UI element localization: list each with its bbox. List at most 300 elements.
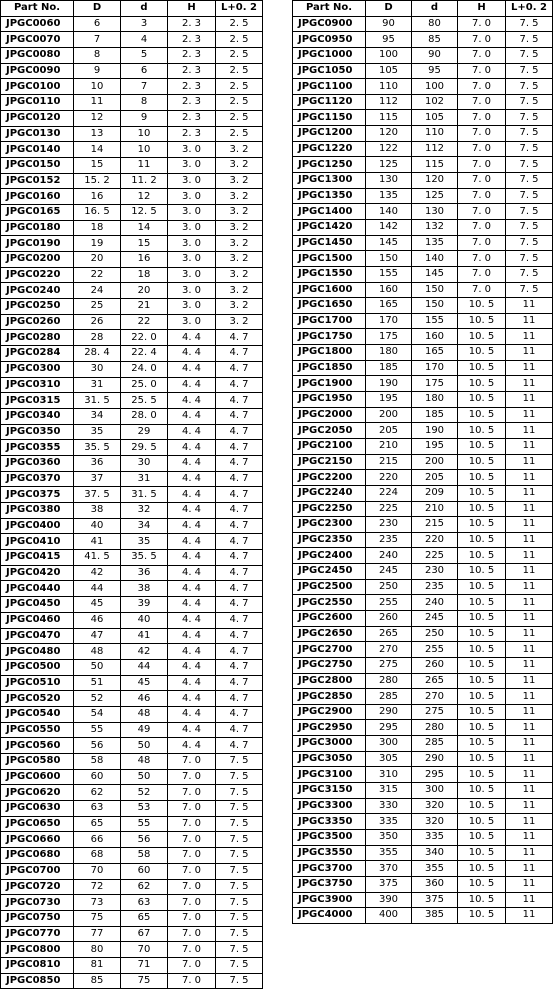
cell-groove-length: 7. 5 xyxy=(216,863,263,879)
cell-inner-diameter: 125 xyxy=(412,188,458,204)
cell-part-no: JPGC1400 xyxy=(293,204,366,220)
cell-inner-diameter: 14 xyxy=(121,220,168,236)
cell-height: 2. 3 xyxy=(168,48,216,64)
cell-part-no: JPGC1950 xyxy=(293,392,366,408)
cell-outer-diameter: 52 xyxy=(74,691,121,707)
table-row xyxy=(1,393,263,409)
table-row xyxy=(293,298,553,314)
table-row xyxy=(293,689,553,705)
cell-height: 10. 5 xyxy=(458,532,506,548)
cell-height: 7. 0 xyxy=(168,769,216,785)
cell-height: 4. 4 xyxy=(168,738,216,754)
cell-groove-length: 2. 5 xyxy=(216,95,263,111)
cell-groove-length: 11 xyxy=(506,673,553,689)
cell-outer-diameter: 155 xyxy=(366,266,412,282)
cell-height: 10. 5 xyxy=(458,329,506,345)
cell-height: 4. 4 xyxy=(168,393,216,409)
cell-height: 4. 4 xyxy=(168,628,216,644)
table-row xyxy=(293,485,553,501)
cell-part-no: JPGC0470 xyxy=(1,628,74,644)
table-row xyxy=(293,360,553,376)
cell-inner-diameter: 185 xyxy=(412,407,458,423)
cell-groove-length: 11 xyxy=(506,736,553,752)
cell-inner-diameter: 5 xyxy=(121,48,168,64)
cell-outer-diameter: 310 xyxy=(366,767,412,783)
cell-groove-length: 11 xyxy=(506,642,553,658)
cell-height: 4. 4 xyxy=(168,597,216,613)
table-row xyxy=(1,659,263,675)
cell-outer-diameter: 315 xyxy=(366,783,412,799)
cell-height: 4. 4 xyxy=(168,518,216,534)
cell-inner-diameter: 70 xyxy=(121,942,168,958)
cell-part-no: JPGC3750 xyxy=(293,876,366,892)
cell-height: 7. 0 xyxy=(168,816,216,832)
cell-groove-length: 7. 5 xyxy=(506,266,553,282)
cell-outer-diameter: 250 xyxy=(366,579,412,595)
cell-height: 7. 0 xyxy=(458,63,506,79)
cell-height: 10. 5 xyxy=(458,751,506,767)
cell-inner-diameter: 48 xyxy=(121,706,168,722)
cell-part-no: JPGC2850 xyxy=(293,689,366,705)
cell-height: 3. 0 xyxy=(168,236,216,252)
cell-height: 7. 0 xyxy=(458,32,506,48)
cell-part-no: JPGC3000 xyxy=(293,736,366,752)
cell-part-no: JPGC1800 xyxy=(293,345,366,361)
cell-outer-diameter: 265 xyxy=(366,626,412,642)
cell-part-no: JPGC1420 xyxy=(293,219,366,235)
table-row xyxy=(1,597,263,613)
cell-inner-diameter: 295 xyxy=(412,767,458,783)
cell-outer-diameter: 10 xyxy=(74,79,121,95)
spec-table-left xyxy=(0,0,263,989)
cell-groove-length: 7. 5 xyxy=(216,816,263,832)
table-row xyxy=(293,188,553,204)
cell-part-no: JPGC3050 xyxy=(293,751,366,767)
table-row xyxy=(293,673,553,689)
cell-outer-diameter: 20 xyxy=(74,252,121,268)
cell-inner-diameter: 145 xyxy=(412,266,458,282)
cell-height: 4. 4 xyxy=(168,706,216,722)
cell-height: 7. 0 xyxy=(458,251,506,267)
cell-groove-length: 11 xyxy=(506,392,553,408)
cell-groove-length: 7. 5 xyxy=(216,832,263,848)
cell-inner-diameter: 24. 0 xyxy=(121,361,168,377)
cell-inner-diameter: 50 xyxy=(121,769,168,785)
cell-outer-diameter: 24 xyxy=(74,283,121,299)
cell-outer-diameter: 38 xyxy=(74,503,121,519)
cell-part-no: JPGC2550 xyxy=(293,595,366,611)
cell-groove-length: 11 xyxy=(506,610,553,626)
cell-part-no: JPGC0650 xyxy=(1,816,74,832)
cell-inner-diameter: 270 xyxy=(412,689,458,705)
cell-part-no: JPGC0480 xyxy=(1,644,74,660)
cell-groove-length: 7. 5 xyxy=(216,926,263,942)
table-row xyxy=(1,675,263,691)
table-row xyxy=(293,126,553,142)
cell-groove-length: 11 xyxy=(506,626,553,642)
cell-outer-diameter: 68 xyxy=(74,848,121,864)
table-row xyxy=(293,423,553,439)
cell-part-no: JPGC2700 xyxy=(293,642,366,658)
table-row xyxy=(1,110,263,126)
table-row xyxy=(293,204,553,220)
table-row xyxy=(293,470,553,486)
cell-outer-diameter: 350 xyxy=(366,829,412,845)
cell-height: 7. 0 xyxy=(168,942,216,958)
cell-outer-diameter: 205 xyxy=(366,423,412,439)
cell-height: 4. 4 xyxy=(168,471,216,487)
cell-part-no: JPGC0600 xyxy=(1,769,74,785)
cell-outer-diameter: 66 xyxy=(74,832,121,848)
header-part-no: Part No. xyxy=(1,1,74,17)
cell-groove-length: 4. 7 xyxy=(216,722,263,738)
cell-groove-length: 7. 5 xyxy=(216,973,263,989)
cell-outer-diameter: 260 xyxy=(366,610,412,626)
table-row xyxy=(293,47,553,63)
cell-outer-diameter: 41. 5 xyxy=(74,550,121,566)
cell-height: 10. 5 xyxy=(458,720,506,736)
table-row xyxy=(293,16,553,32)
cell-height: 10. 5 xyxy=(458,861,506,877)
cell-part-no: JPGC1120 xyxy=(293,94,366,110)
cell-height: 7. 0 xyxy=(168,973,216,989)
cell-outer-diameter: 400 xyxy=(366,908,412,924)
cell-outer-diameter: 130 xyxy=(366,173,412,189)
cell-inner-diameter: 28. 0 xyxy=(121,408,168,424)
cell-inner-diameter: 130 xyxy=(412,204,458,220)
table-row xyxy=(1,220,263,236)
table-row xyxy=(293,517,553,533)
table-row xyxy=(1,377,263,393)
cell-height: 4. 4 xyxy=(168,565,216,581)
cell-height: 10. 5 xyxy=(458,736,506,752)
header-outer-diameter: D xyxy=(74,1,121,17)
cell-inner-diameter: 200 xyxy=(412,454,458,470)
cell-outer-diameter: 51 xyxy=(74,675,121,691)
cell-inner-diameter: 90 xyxy=(412,47,458,63)
cell-height: 4. 4 xyxy=(168,612,216,628)
cell-inner-diameter: 275 xyxy=(412,704,458,720)
cell-inner-diameter: 150 xyxy=(412,282,458,298)
cell-outer-diameter: 305 xyxy=(366,751,412,767)
cell-groove-length: 11 xyxy=(506,783,553,799)
cell-inner-diameter: 25. 0 xyxy=(121,377,168,393)
cell-groove-length: 3. 2 xyxy=(216,283,263,299)
cell-outer-diameter: 37 xyxy=(74,471,121,487)
cell-groove-length: 11 xyxy=(506,861,553,877)
cell-part-no: JPGC2200 xyxy=(293,470,366,486)
cell-groove-length: 7. 5 xyxy=(216,895,263,911)
cell-height: 7. 0 xyxy=(168,926,216,942)
cell-height: 10. 5 xyxy=(458,407,506,423)
cell-height: 3. 0 xyxy=(168,189,216,205)
cell-inner-diameter: 3 xyxy=(121,16,168,32)
cell-groove-length: 3. 2 xyxy=(216,252,263,268)
cell-outer-diameter: 285 xyxy=(366,689,412,705)
table-row xyxy=(293,251,553,267)
cell-inner-diameter: 9 xyxy=(121,110,168,126)
cell-height: 3. 0 xyxy=(168,252,216,268)
cell-outer-diameter: 230 xyxy=(366,517,412,533)
cell-height: 10. 5 xyxy=(458,376,506,392)
table-row xyxy=(1,628,263,644)
cell-inner-diameter: 67 xyxy=(121,926,168,942)
cell-inner-diameter: 95 xyxy=(412,63,458,79)
cell-groove-length: 2. 5 xyxy=(216,110,263,126)
cell-inner-diameter: 11. 2 xyxy=(121,173,168,189)
table-row xyxy=(1,832,263,848)
header-groove-length: L+0. 2 xyxy=(216,1,263,17)
cell-inner-diameter: 290 xyxy=(412,751,458,767)
cell-groove-length: 4. 7 xyxy=(216,534,263,550)
cell-inner-diameter: 155 xyxy=(412,313,458,329)
table-row xyxy=(293,266,553,282)
cell-outer-diameter: 195 xyxy=(366,392,412,408)
cell-outer-diameter: 115 xyxy=(366,110,412,126)
cell-groove-length: 11 xyxy=(506,454,553,470)
cell-inner-diameter: 48 xyxy=(121,754,168,770)
cell-height: 10. 5 xyxy=(458,829,506,845)
cell-groove-length: 4. 7 xyxy=(216,408,263,424)
cell-inner-diameter: 10 xyxy=(121,126,168,142)
cell-inner-diameter: 225 xyxy=(412,548,458,564)
cell-groove-length: 4. 7 xyxy=(216,597,263,613)
cell-height: 4. 4 xyxy=(168,581,216,597)
cell-groove-length: 4. 7 xyxy=(216,393,263,409)
cell-groove-length: 11 xyxy=(506,313,553,329)
cell-outer-diameter: 370 xyxy=(366,861,412,877)
cell-inner-diameter: 80 xyxy=(412,16,458,32)
cell-inner-diameter: 112 xyxy=(412,141,458,157)
cell-part-no: JPGC0240 xyxy=(1,283,74,299)
cell-inner-diameter: 31. 5 xyxy=(121,487,168,503)
cell-outer-diameter: 390 xyxy=(366,892,412,908)
cell-groove-length: 4. 7 xyxy=(216,659,263,675)
cell-inner-diameter: 75 xyxy=(121,973,168,989)
cell-outer-diameter: 54 xyxy=(74,706,121,722)
cell-height: 4. 4 xyxy=(168,424,216,440)
header-part-no: Part No. xyxy=(293,1,366,17)
table-row xyxy=(1,691,263,707)
table-body-right xyxy=(293,16,553,923)
cell-groove-length: 4. 7 xyxy=(216,487,263,503)
cell-height: 3. 0 xyxy=(168,299,216,315)
cell-part-no: JPGC0360 xyxy=(1,455,74,471)
cell-part-no: JPGC2000 xyxy=(293,407,366,423)
cell-outer-diameter: 35. 5 xyxy=(74,440,121,456)
table-row xyxy=(1,173,263,189)
cell-part-no: JPGC0070 xyxy=(1,32,74,48)
table-row xyxy=(293,720,553,736)
cell-height: 3. 0 xyxy=(168,267,216,283)
cell-groove-length: 11 xyxy=(506,532,553,548)
cell-inner-diameter: 11 xyxy=(121,157,168,173)
table-row xyxy=(1,957,263,973)
cell-inner-diameter: 52 xyxy=(121,785,168,801)
cell-part-no: JPGC0110 xyxy=(1,95,74,111)
cell-inner-diameter: 25. 5 xyxy=(121,393,168,409)
cell-part-no: JPGC0500 xyxy=(1,659,74,675)
cell-inner-diameter: 280 xyxy=(412,720,458,736)
cell-groove-length: 11 xyxy=(506,876,553,892)
table-row xyxy=(293,532,553,548)
cell-outer-diameter: 175 xyxy=(366,329,412,345)
cell-inner-diameter: 32 xyxy=(121,503,168,519)
cell-inner-diameter: 335 xyxy=(412,829,458,845)
cell-groove-length: 4. 7 xyxy=(216,565,263,581)
table-row xyxy=(293,876,553,892)
cell-part-no: JPGC0200 xyxy=(1,252,74,268)
cell-outer-diameter: 48 xyxy=(74,644,121,660)
cell-inner-diameter: 65 xyxy=(121,910,168,926)
cell-height: 4. 4 xyxy=(168,691,216,707)
cell-groove-length: 11 xyxy=(506,908,553,924)
cell-outer-diameter: 142 xyxy=(366,219,412,235)
cell-part-no: JPGC0520 xyxy=(1,691,74,707)
cell-outer-diameter: 13 xyxy=(74,126,121,142)
table-row xyxy=(1,942,263,958)
cell-inner-diameter: 63 xyxy=(121,895,168,911)
cell-height: 7. 0 xyxy=(458,188,506,204)
cell-part-no: JPGC0165 xyxy=(1,204,74,220)
cell-height: 7. 0 xyxy=(458,235,506,251)
cell-inner-diameter: 8 xyxy=(121,95,168,111)
cell-height: 10. 5 xyxy=(458,845,506,861)
cell-outer-diameter: 335 xyxy=(366,814,412,830)
table-row xyxy=(293,376,553,392)
cell-outer-diameter: 105 xyxy=(366,63,412,79)
cell-part-no: JPGC1300 xyxy=(293,173,366,189)
cell-groove-length: 3. 2 xyxy=(216,157,263,173)
cell-groove-length: 2. 5 xyxy=(216,79,263,95)
cell-outer-diameter: 63 xyxy=(74,801,121,817)
cell-outer-diameter: 330 xyxy=(366,798,412,814)
cell-part-no: JPGC1200 xyxy=(293,126,366,142)
cell-outer-diameter: 28. 4 xyxy=(74,346,121,362)
cell-part-no: JPGC0440 xyxy=(1,581,74,597)
cell-outer-diameter: 45 xyxy=(74,597,121,613)
cell-height: 7. 0 xyxy=(168,832,216,848)
cell-groove-length: 7. 5 xyxy=(506,32,553,48)
cell-groove-length: 4. 7 xyxy=(216,628,263,644)
cell-part-no: JPGC0540 xyxy=(1,706,74,722)
cell-groove-length: 4. 7 xyxy=(216,346,263,362)
table-row xyxy=(293,313,553,329)
cell-outer-diameter: 30 xyxy=(74,361,121,377)
cell-groove-length: 4. 7 xyxy=(216,503,263,519)
cell-part-no: JPGC2600 xyxy=(293,610,366,626)
table-row xyxy=(1,252,263,268)
cell-part-no: JPGC0300 xyxy=(1,361,74,377)
cell-outer-diameter: 80 xyxy=(74,942,121,958)
cell-inner-diameter: 46 xyxy=(121,691,168,707)
cell-height: 10. 5 xyxy=(458,767,506,783)
table-header-row xyxy=(1,1,263,17)
cell-inner-diameter: 300 xyxy=(412,783,458,799)
cell-outer-diameter: 255 xyxy=(366,595,412,611)
cell-height: 7. 0 xyxy=(458,173,506,189)
table-row xyxy=(293,892,553,908)
cell-inner-diameter: 60 xyxy=(121,863,168,879)
cell-height: 7. 0 xyxy=(458,79,506,95)
cell-inner-diameter: 110 xyxy=(412,126,458,142)
cell-inner-diameter: 265 xyxy=(412,673,458,689)
cell-outer-diameter: 290 xyxy=(366,704,412,720)
cell-height: 10. 5 xyxy=(458,689,506,705)
cell-height: 10. 5 xyxy=(458,610,506,626)
cell-height: 7. 0 xyxy=(458,282,506,298)
cell-groove-length: 4. 7 xyxy=(216,471,263,487)
cell-part-no: JPGC0450 xyxy=(1,597,74,613)
cell-part-no: JPGC3550 xyxy=(293,845,366,861)
cell-outer-diameter: 295 xyxy=(366,720,412,736)
cell-part-no: JPGC0950 xyxy=(293,32,366,48)
cell-inner-diameter: 18 xyxy=(121,267,168,283)
cell-height: 2. 3 xyxy=(168,126,216,142)
cell-groove-length: 7. 5 xyxy=(506,16,553,32)
cell-part-no: JPGC2650 xyxy=(293,626,366,642)
cell-groove-length: 4. 7 xyxy=(216,550,263,566)
cell-height: 10. 5 xyxy=(458,548,506,564)
cell-outer-diameter: 270 xyxy=(366,642,412,658)
cell-inner-diameter: 230 xyxy=(412,564,458,580)
cell-groove-length: 7. 5 xyxy=(506,235,553,251)
cell-height: 7. 0 xyxy=(458,47,506,63)
table-row xyxy=(293,564,553,580)
cell-height: 10. 5 xyxy=(458,657,506,673)
cell-outer-diameter: 72 xyxy=(74,879,121,895)
cell-part-no: JPGC0700 xyxy=(1,863,74,879)
cell-outer-diameter: 26 xyxy=(74,314,121,330)
cell-groove-length: 11 xyxy=(506,423,553,439)
cell-outer-diameter: 225 xyxy=(366,501,412,517)
cell-part-no: JPGC1150 xyxy=(293,110,366,126)
table-row xyxy=(293,141,553,157)
table-row xyxy=(293,63,553,79)
cell-height: 3. 0 xyxy=(168,142,216,158)
cell-outer-diameter: 224 xyxy=(366,485,412,501)
cell-inner-diameter: 39 xyxy=(121,597,168,613)
cell-height: 10. 5 xyxy=(458,579,506,595)
cell-inner-diameter: 190 xyxy=(412,423,458,439)
table-row xyxy=(293,595,553,611)
table-row xyxy=(293,219,553,235)
cell-outer-diameter: 95 xyxy=(366,32,412,48)
cell-inner-diameter: 102 xyxy=(412,94,458,110)
cell-part-no: JPGC0550 xyxy=(1,722,74,738)
cell-outer-diameter: 34 xyxy=(74,408,121,424)
cell-height: 10. 5 xyxy=(458,501,506,517)
cell-groove-length: 3. 2 xyxy=(216,314,263,330)
cell-part-no: JPGC0350 xyxy=(1,424,74,440)
table-row xyxy=(293,908,553,924)
cell-height: 4. 4 xyxy=(168,644,216,660)
cell-inner-diameter: 175 xyxy=(412,376,458,392)
cell-inner-diameter: 35 xyxy=(121,534,168,550)
cell-outer-diameter: 200 xyxy=(366,407,412,423)
cell-outer-diameter: 46 xyxy=(74,612,121,628)
cell-groove-length: 11 xyxy=(506,501,553,517)
cell-groove-length: 7. 5 xyxy=(216,785,263,801)
cell-outer-diameter: 135 xyxy=(366,188,412,204)
cell-part-no: JPGC4000 xyxy=(293,908,366,924)
cell-part-no: JPGC1750 xyxy=(293,329,366,345)
cell-part-no: JPGC1550 xyxy=(293,266,366,282)
cell-outer-diameter: 11 xyxy=(74,95,121,111)
cell-inner-diameter: 29 xyxy=(121,424,168,440)
cell-groove-length: 4. 7 xyxy=(216,330,263,346)
cell-height: 7. 0 xyxy=(458,94,506,110)
